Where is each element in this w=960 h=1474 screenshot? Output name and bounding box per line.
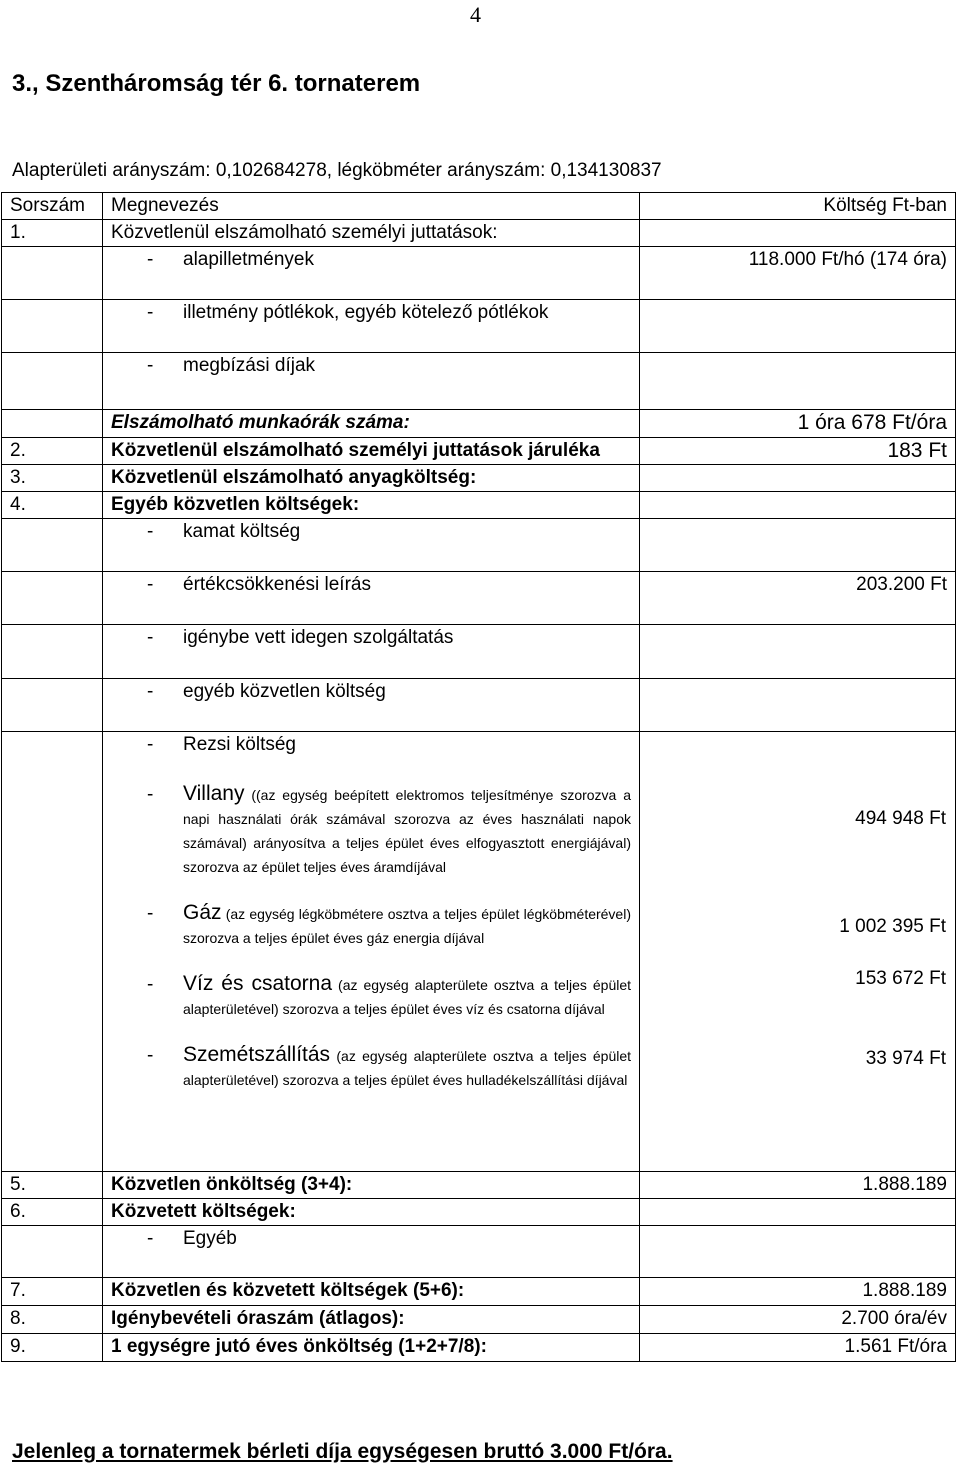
row-label: Közvetlenül elszámolható személyi juttatások járuléka (103, 438, 640, 465)
munkaora-value: 1 óra 678 Ft/óra (640, 410, 956, 438)
table-row: 2. Közvetlenül elszámolható személyi juttatások járuléka 183 Ft (2, 438, 956, 465)
row-label: Egyéb közvetlen költségek: (103, 492, 640, 519)
header-sorszam: Sorszám (2, 193, 103, 220)
list-item: - Rezsi költség (147, 734, 296, 755)
table-row (2, 625, 956, 679)
table-row: 3. Közvetlenül elszámolható anyagköltség: (2, 465, 956, 492)
villany-value: 494 948 Ft (855, 808, 946, 829)
footer-note: Jelenleg a tornatermek bérleti díja egységesen bruttó 3.000 Ft/óra. (12, 1440, 673, 1463)
list-item: - értékcsökkenési leírás (147, 574, 371, 595)
row-label: Közvetlen és közvetett költségek (5+6): (103, 1278, 640, 1306)
row-value: 183 Ft (640, 438, 956, 465)
table-row-rezsi (2, 732, 956, 1172)
list-item: - kamat költség (147, 521, 301, 542)
header-koltseg: Költség Ft-ban (640, 193, 956, 220)
list-item: - illetmény pótlékok, egyéb kötelező pótlékok (147, 302, 549, 323)
list-item: - egyéb közvetlen költség (147, 681, 386, 702)
viz-value: 153 672 Ft (855, 968, 946, 989)
alapilletmeny-value: 118.000 Ft/hó (174 óra) (640, 247, 956, 300)
table-row (2, 220, 956, 247)
page-title: 3., Szentháromság tér 6. tornaterem (12, 70, 421, 97)
table-row: 4. Egyéb közvetlen költségek: (2, 492, 956, 519)
row-label: Közvetlenül elszámolható személyi juttatások: (103, 220, 640, 247)
row-label: Közvetlenül elszámolható anyagköltség: (103, 465, 640, 492)
row-label: Közvetlen önköltség (3+4): (103, 1172, 640, 1199)
row-label: Igénybevételi óraszám (átlagos): (103, 1306, 640, 1334)
munkaora-label: Elszámolható munkaórák száma: (103, 410, 640, 438)
row-value: 2.700 óra/év (640, 1306, 956, 1334)
szemet-value: 33 974 Ft (865, 1048, 946, 1069)
list-item: - alapilletmények (147, 249, 314, 270)
row-value: 1.888.189 (640, 1278, 956, 1306)
ratio-line: Alapterületi arányszám: 0,102684278, légköbméter arányszám: 0,134130837 (12, 160, 662, 181)
row-label: Közvetett költségek: (103, 1199, 640, 1226)
table-row: 6. Közvetett költségek: (2, 1199, 956, 1226)
list-item: - megbízási díjak (147, 355, 316, 376)
table-row (2, 679, 956, 732)
szemet-item: - Szemétszállítás (az egység alapterülete osztva a teljes épület alapterületével) szorozva a teljes épület éves hulladékelszállítási díjával (147, 1043, 632, 1088)
gaz-item: - Gáz (az egység légköbmétere osztva a teljes épület légköbméterével) szorozva a teljes épület éves gáz energia díjával (147, 901, 631, 946)
table-header (2, 193, 956, 220)
villany-item: - Villany ((az egység beépített elektromos teljesítménye szorozva a napi használati órák számával szorozva az éves használati napok számával) arányosítva a teljes épület éves elfogyasztott energiájával) szorozva az épület teljes éves áramdíjával (147, 782, 631, 875)
page-number: 4 (470, 2, 481, 27)
table-row (2, 1226, 956, 1278)
row-num: 1. (2, 220, 103, 247)
gaz-value: 1 002 395 Ft (839, 916, 946, 937)
ertekcsokkenes-value: 203.200 Ft (640, 572, 956, 625)
table-row (2, 247, 956, 300)
row-value: 1.561 Ft/óra (640, 1334, 956, 1362)
row-value: 1.888.189 (640, 1172, 956, 1199)
viz-item: - Víz és csatorna (az egység alapterülete osztva a teljes épület alapterületével) szorozva a teljes épület éves víz és csatorna díjával (147, 972, 632, 1017)
list-item: - Egyéb (147, 1228, 237, 1249)
table-row (2, 410, 956, 438)
table-row: 5. Közvetlen önköltség (3+4): 1.888.189 (2, 1172, 956, 1199)
header-megnevezes: Megnevezés (103, 193, 640, 220)
list-item: - igénybe vett idegen szolgáltatás (147, 627, 454, 648)
row-label: 1 egységre jutó éves önköltség (1+2+7/8): (103, 1334, 640, 1362)
table-row (2, 519, 956, 572)
table-row (2, 353, 956, 410)
table-row: 9. 1 egységre jutó éves önköltség (1+2+7/8): 1.561 Ft/óra (2, 1334, 956, 1362)
table-row: 8. Igénybevételi óraszám (átlagos): 2.700 óra/év (2, 1306, 956, 1334)
table-row (2, 572, 956, 625)
cost-table (1, 192, 956, 1362)
table-row (2, 300, 956, 353)
row-value (640, 220, 956, 247)
table-row: 7. Közvetlen és közvetett költségek (5+6): 1.888.189 (2, 1278, 956, 1306)
